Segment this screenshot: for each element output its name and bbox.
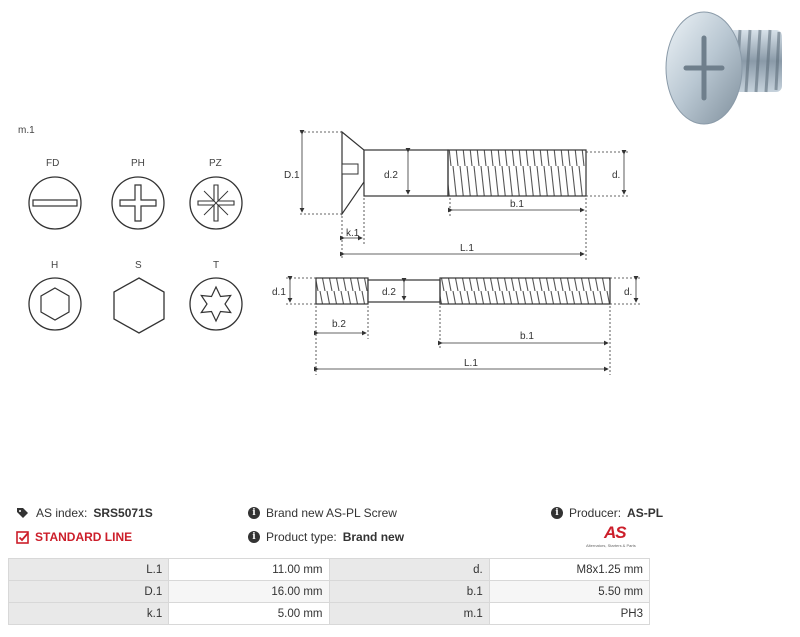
spec-key: L.1	[9, 559, 169, 581]
logo-mark: AS	[604, 523, 626, 542]
slotted-head-icon	[27, 175, 83, 231]
head-types-label: m.1	[18, 125, 35, 136]
screw-drawing-top	[270, 120, 650, 260]
table-row	[9, 559, 650, 581]
producer-label: Producer:	[569, 506, 622, 520]
dim-label-d1: d.1	[272, 287, 286, 298]
dim-label-L1: L.1	[460, 243, 474, 254]
spec-value: 11.00 mm	[169, 559, 329, 581]
spec-value: PH3	[489, 603, 649, 625]
as-index-row	[16, 506, 153, 520]
spec-key: b.1	[329, 581, 489, 603]
dim-label-b1: b.1	[510, 199, 524, 210]
dim-label-b2: b.2	[332, 319, 346, 330]
dim-label-d2-stud: d.2	[382, 287, 396, 298]
table-row	[9, 603, 650, 625]
spec-value: M8x1.25 mm	[489, 559, 649, 581]
spec-key: d.	[329, 559, 489, 581]
info-icon: i	[248, 531, 260, 543]
dim-label-D1: D.1	[284, 170, 300, 181]
head-type-label-pz: PZ	[209, 158, 222, 169]
spec-value: 5.00 mm	[169, 603, 329, 625]
dim-label-k1: k.1	[346, 228, 360, 239]
dim-label-b1-stud: b.1	[520, 331, 534, 342]
product-photo	[660, 0, 800, 130]
dim-label-d2: d.2	[384, 170, 398, 181]
producer-value: AS-PL	[627, 506, 664, 520]
as-index-value: SRS5071S	[93, 506, 153, 520]
head-type-label-s: S	[135, 260, 142, 271]
head-type-label-ph: PH	[131, 158, 145, 169]
info-icon: i	[248, 507, 260, 519]
dim-label-d-stud: d.	[624, 287, 633, 298]
specs-table	[8, 558, 650, 625]
head-type-label-h: H	[51, 260, 59, 271]
info-icon: i	[551, 507, 563, 519]
dim-label-L1-stud: L.1	[464, 358, 478, 369]
pozidriv-head-icon	[188, 175, 244, 231]
description-row	[248, 506, 397, 520]
product-type-label: Product type:	[266, 530, 337, 544]
screw-drawing-bottom	[270, 265, 650, 380]
tags-icon	[16, 507, 30, 519]
head-type-label-t: T	[213, 260, 220, 271]
as-index-label: AS index:	[36, 506, 88, 520]
standard-line-label: STANDARD LINE	[35, 530, 133, 544]
spec-value: 5.50 mm	[489, 581, 649, 603]
description-text: Brand new AS-PL Screw	[266, 506, 397, 520]
standard-line-row	[16, 530, 132, 544]
product-type-row	[248, 530, 404, 544]
logo-tagline: Alternators, Starters & Parts	[586, 543, 636, 548]
check-square-icon	[16, 531, 29, 544]
dim-label-d: d.	[612, 170, 621, 181]
torx-head-icon	[188, 276, 244, 332]
spec-key: m.1	[329, 603, 489, 625]
table-row	[9, 581, 650, 603]
head-type-label-fd: FD	[46, 158, 60, 169]
producer-logo	[586, 523, 650, 553]
spec-key: D.1	[9, 581, 169, 603]
hex-head-icon	[110, 275, 168, 335]
product-type-value: Brand new	[342, 530, 405, 544]
hex-socket-head-icon	[27, 276, 83, 332]
spec-key: k.1	[9, 603, 169, 625]
phillips-head-icon	[110, 175, 166, 231]
spec-value: 16.00 mm	[169, 581, 329, 603]
producer-row	[551, 506, 663, 520]
